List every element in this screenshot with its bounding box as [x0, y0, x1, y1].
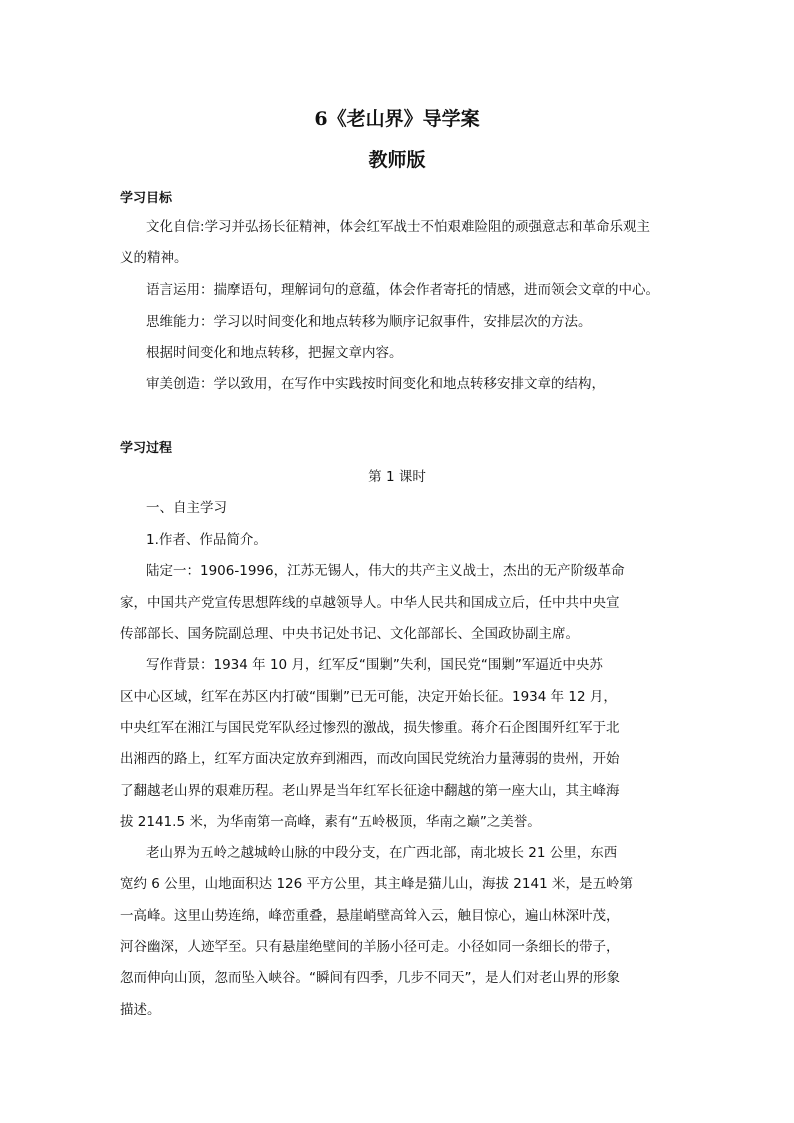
mountain-line: 一高峰。这里山势连绵，峰峦重叠，悬崖峭壁高耸入云，触目惊心，遍山林深叶茂， [120, 908, 620, 924]
background-line: 区中心区域，红军在苏区内打破“围剿”已无可能，决定开始长征。1934 年 12 月， [120, 689, 617, 705]
author-line: 陆定一：1906-1996，江苏无锡人，伟大的共产主义战士，杰出的无产阶级革命 [146, 563, 625, 579]
objectives-heading: 学习目标 [120, 191, 173, 206]
objective-line: 文化自信:学习并弘扬长征精神，体会红军战士不怕艰难险阻的顽强意志和革命乐观主 [146, 219, 651, 235]
background-line: 写作背景：1934 年 10 月，红军反“围剿”失利，国民党“围剿”军逼近中央苏 [146, 657, 603, 673]
author-line: 传部部长、国务院副总理、中央书记处书记、文化部部长、全国政协副主席。 [120, 626, 579, 642]
mountain-line: 忽而伸向山顶，忽而坠入峡谷。“瞬间有四季，几步不同天”，是人们对老山界的形象 [120, 970, 620, 986]
item-title: 1.作者、作品简介。 [146, 532, 267, 548]
objective-line: 语言运用：揣摩语句，理解词句的意蕴，体会作者寄托的情感，进而领会文章的中心。 [146, 282, 659, 298]
objective-line: 审美创造：学以致用，在写作中实践按时间变化和地点转移安排文章的结构， [146, 376, 605, 392]
background-line: 出湘西的路上，红军方面决定放弃到湘西，而改向国民党统治力量薄弱的贵州，开始 [120, 751, 620, 767]
page-subtitle: 教师版 [368, 149, 426, 171]
objective-line: 根据时间变化和地点转移，把握文章内容。 [146, 345, 403, 361]
mountain-line: 河谷幽深，人迹罕至。只有悬崖绝壁间的羊肠小径可走。小径如同一条细长的带子， [120, 939, 620, 955]
author-line: 家，中国共产党宣传思想阵线的卓越领导人。中华人民共和国成立后，任中共中央宣 [120, 595, 620, 611]
background-line: 了翻越老山界的艰难历程。老山界是当年红军长征途中翻越的第一座大山，其主峰海 [120, 783, 620, 799]
process-heading: 学习过程 [120, 441, 173, 456]
background-line: 拔 2141.5 米，为华南第一高峰，素有“五岭极顶，华南之巅”之美誉。 [120, 814, 541, 830]
mountain-line: 描述。 [120, 1002, 161, 1018]
section-title: 一、自主学习 [146, 500, 227, 516]
page-title: 6《老山界》导学案 [314, 108, 480, 130]
objective-line: 义的精神。 [120, 250, 188, 266]
mountain-line: 老山界为五岭之越城岭山脉的中段分支，在广西北部，南北坡长 21 公里，东西 [146, 845, 618, 861]
objective-line: 思维能力：学习以时间变化和地点转移为顺序记叙事件，安排层次的方法。 [146, 314, 592, 330]
mountain-line: 宽约 6 公里，山地面积达 126 平方公里，其主峰是猫儿山，海拔 2141 米，是五岭第 [120, 876, 633, 892]
background-line: 中央红军在湘江与国民党军队经过惨烈的激战，损失惨重。蒋介石企图围歼红军于北 [120, 720, 620, 736]
lesson-label: 第 1 课时 [368, 469, 426, 485]
